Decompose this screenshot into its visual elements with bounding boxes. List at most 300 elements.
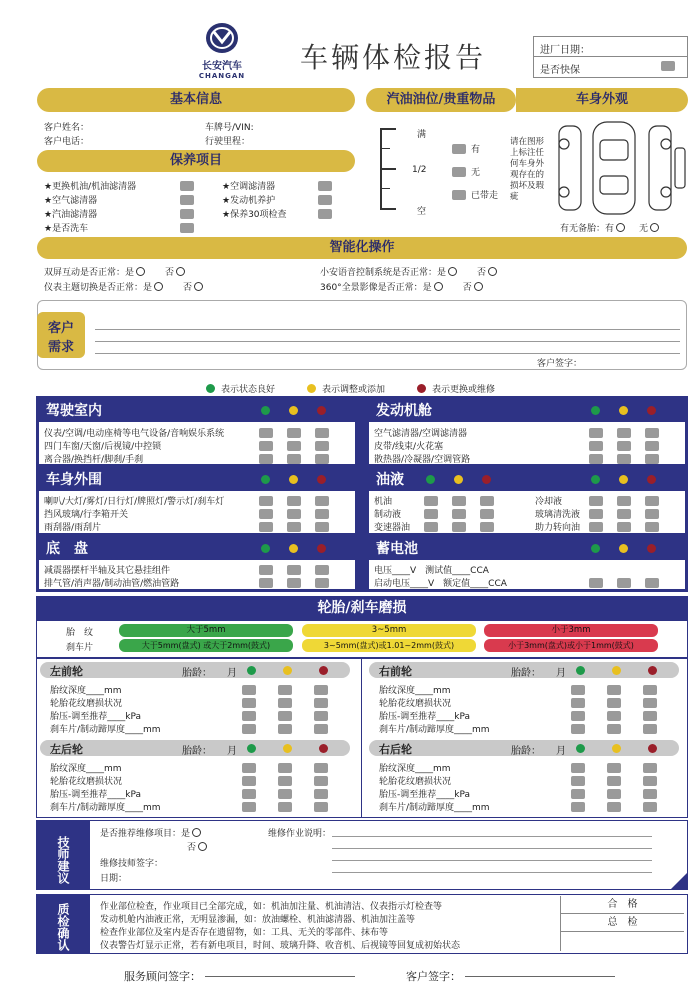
green-dot-icon xyxy=(261,475,270,484)
good-box[interactable] xyxy=(259,509,273,519)
label: 胎纹深度____mm xyxy=(379,764,451,774)
oil-left-3 xyxy=(374,520,494,533)
customer-sign[interactable]: 客户签字： xyxy=(537,359,583,369)
brake-green: 大于5mm(盘式) 或大于2mm(鼓式) xyxy=(119,639,293,652)
wheel-name: 左前轮 xyxy=(50,665,83,678)
smart-row-2 xyxy=(44,280,203,293)
legend-adjust: 表示调整或添加 xyxy=(322,385,386,395)
replace-box[interactable] xyxy=(314,763,328,773)
label: 仪表主题切换是否正常：是 xyxy=(44,283,153,293)
yellow-dot-icon xyxy=(619,475,628,484)
label: 客户签字： xyxy=(406,970,461,983)
replace-box[interactable] xyxy=(314,724,328,734)
good-box[interactable] xyxy=(424,509,438,519)
yes-radio[interactable] xyxy=(136,267,145,276)
good-box[interactable] xyxy=(259,441,273,451)
tech-date[interactable]: 日期： xyxy=(100,874,128,884)
yellow-dot-icon xyxy=(612,744,621,753)
maint-air xyxy=(44,193,194,206)
replace-box[interactable] xyxy=(643,776,657,786)
red-dot-icon xyxy=(482,475,491,484)
oil-right-1 xyxy=(535,494,659,507)
replace-box[interactable] xyxy=(315,441,329,451)
adjust-box[interactable] xyxy=(278,685,292,695)
replace-box[interactable] xyxy=(645,454,659,464)
valuables-no-box[interactable] xyxy=(452,167,466,177)
green-dot-icon xyxy=(591,475,600,484)
replace-box[interactable] xyxy=(645,509,659,519)
brake-red: 小于3mm(盘式)或小于1mm(鼓式) xyxy=(484,639,658,652)
title: 底 盘 xyxy=(46,541,88,557)
good-box[interactable] xyxy=(424,496,438,506)
adjust-box[interactable] xyxy=(607,763,621,773)
tread-green: 大于5mm xyxy=(119,624,293,637)
wheel-left-front xyxy=(40,662,356,736)
title: 车身外围 xyxy=(46,472,102,488)
valuables-yes-box[interactable] xyxy=(452,144,466,154)
good-box[interactable] xyxy=(571,698,585,708)
adjust-box[interactable] xyxy=(287,522,301,532)
yellow-dot-icon xyxy=(289,475,298,484)
maint-header: 保养项目 xyxy=(37,150,355,172)
adjust-box[interactable] xyxy=(607,789,621,799)
label: 轮胎花纹磨损状况 xyxy=(379,777,452,787)
tread-yellow: 3~5mm xyxy=(302,624,476,637)
adjust-box[interactable] xyxy=(287,496,301,506)
label: 变速器油 xyxy=(374,523,411,533)
quick-service-field xyxy=(534,57,687,77)
good-box[interactable] xyxy=(571,776,585,786)
entry-date-field[interactable]: 进厂日期： xyxy=(534,37,687,57)
title: 蓄电池 xyxy=(376,541,418,557)
good-box[interactable] xyxy=(571,763,585,773)
fuel-half: 1/2 xyxy=(412,165,427,175)
label: 胎压-调至推荐____kPa xyxy=(50,712,141,722)
legend xyxy=(206,382,495,395)
yellow-dot-icon xyxy=(619,406,628,415)
red-dot-icon xyxy=(319,666,328,675)
adjust-box[interactable] xyxy=(607,698,621,708)
replace-box[interactable] xyxy=(315,522,329,532)
qc-pass[interactable]: 合 格 xyxy=(561,896,684,914)
good-box[interactable] xyxy=(242,698,256,708)
green-dot-icon xyxy=(261,406,270,415)
red-dot-icon xyxy=(647,475,656,484)
label-1: 客户 xyxy=(47,321,74,336)
quick-service-checkbox[interactable] xyxy=(661,61,675,71)
good-box[interactable] xyxy=(571,802,585,812)
label: 雨刮器/雨刮片 xyxy=(44,523,102,533)
label: ★空调滤清器 xyxy=(222,182,276,192)
customer-phone-field[interactable]: 客户电话： xyxy=(44,137,90,147)
label: ★更换机油/机油滤清器 xyxy=(44,182,137,192)
replace-box[interactable] xyxy=(315,428,329,438)
label: 胎压-调至推荐____kPa xyxy=(379,712,470,722)
adjust-box[interactable] xyxy=(278,763,292,773)
red-dot-icon xyxy=(648,666,657,675)
title: 油液 xyxy=(376,472,404,488)
good-box[interactable] xyxy=(571,789,585,799)
spare-no-radio[interactable] xyxy=(650,223,659,232)
label: 减震器摆杆半轴及其它悬挂组件 xyxy=(44,566,171,576)
label: 是否推荐维修项目：是 xyxy=(100,829,191,839)
replace-box[interactable] xyxy=(643,685,657,695)
label: 胎压-调至推荐____kPa xyxy=(379,790,470,800)
good-box[interactable] xyxy=(589,522,603,532)
good-box[interactable] xyxy=(424,522,438,532)
label: ★是否洗车 xyxy=(44,224,89,234)
tire-age: 胎龄： 月 xyxy=(182,746,237,757)
no-radio[interactable] xyxy=(176,267,185,276)
replace-box[interactable] xyxy=(314,685,328,695)
smart-row-1 xyxy=(44,265,185,278)
label: 胎纹深度____mm xyxy=(50,764,122,774)
label: 刹车片/制动蹄厚度____mm xyxy=(50,803,161,813)
red-dot-icon xyxy=(317,544,326,553)
replace-box[interactable] xyxy=(643,724,657,734)
tech-desc-lines[interactable] xyxy=(332,827,652,873)
oil-right-2 xyxy=(535,507,659,520)
exterior-row-1 xyxy=(44,494,329,507)
adjust-box[interactable] xyxy=(287,578,301,588)
label: 胎纹深度____mm xyxy=(379,686,451,696)
oil-right-3 xyxy=(535,520,659,533)
adjust-box[interactable] xyxy=(452,509,466,519)
tire-age: 胎龄： 月 xyxy=(182,668,237,679)
checkbox[interactable] xyxy=(318,195,332,205)
no-radio[interactable] xyxy=(488,267,497,276)
maint-wash xyxy=(44,221,194,234)
replace-box[interactable] xyxy=(645,496,659,506)
label: 离合器/换挡杆/脚刹/手刹 xyxy=(44,455,144,465)
adjust-box[interactable] xyxy=(278,724,292,734)
adjust-box[interactable] xyxy=(278,776,292,786)
label: 喇叭/大灯/雾灯/日行灯/牌照灯/警示灯/刹车灯 xyxy=(44,497,225,507)
adjust-box[interactable] xyxy=(607,724,621,734)
checkbox[interactable] xyxy=(180,195,194,205)
no-label: 否 xyxy=(165,268,175,278)
exterior-header xyxy=(38,468,356,490)
adjust-box[interactable] xyxy=(607,711,621,721)
checkbox[interactable] xyxy=(180,209,194,219)
engine-header xyxy=(368,399,686,421)
yellow-dot-icon xyxy=(619,544,628,553)
wheel-right-rear xyxy=(369,740,685,814)
adjust-box[interactable] xyxy=(278,802,292,812)
label-2: 需求 xyxy=(47,340,74,355)
adjust-box[interactable] xyxy=(617,522,631,532)
body-note: 请在图形上标注任何车身外观存在的损坏及瑕疵 xyxy=(510,137,545,202)
adjust-box[interactable] xyxy=(607,802,621,812)
good-box[interactable] xyxy=(242,763,256,773)
chassis-header xyxy=(38,537,356,559)
cabin-row-3 xyxy=(44,452,329,465)
good-box[interactable] xyxy=(242,776,256,786)
green-dot-icon xyxy=(576,666,585,675)
oil-left-2 xyxy=(374,507,494,520)
red-dot-icon xyxy=(319,744,328,753)
yes-radio[interactable] xyxy=(448,267,457,276)
replace-box[interactable] xyxy=(480,509,494,519)
tech-sign[interactable]: 维修技师签字： xyxy=(100,859,164,869)
yellow-dot-icon xyxy=(307,384,316,393)
smart-row-4 xyxy=(320,280,483,293)
qc-result-box xyxy=(560,896,684,951)
label: 刹车片/制动蹄厚度____mm xyxy=(50,725,161,735)
label: ★汽油滤清器 xyxy=(44,210,98,220)
good-box[interactable] xyxy=(242,685,256,695)
exterior-row-3 xyxy=(44,520,329,533)
header-fields xyxy=(533,36,688,78)
green-dot-icon xyxy=(206,384,215,393)
adjust-box[interactable] xyxy=(617,454,631,464)
adjust-box[interactable] xyxy=(617,578,631,588)
sign-line[interactable] xyxy=(205,976,355,977)
adjust-box[interactable] xyxy=(452,496,466,506)
good-box[interactable] xyxy=(242,802,256,812)
replace-box[interactable] xyxy=(314,711,328,721)
no-radio[interactable] xyxy=(194,282,203,291)
spare-yes-radio[interactable] xyxy=(616,223,625,232)
brake-label: 刹车片 xyxy=(66,643,94,653)
label: 排气管/消声器/制动油管/燃油管路 xyxy=(44,579,180,589)
adjust-box[interactable] xyxy=(452,522,466,532)
plate-vin-field[interactable]: 车牌号/VIN: xyxy=(205,123,254,133)
legend-good: 表示状态良好 xyxy=(221,385,276,395)
wheels-divider xyxy=(361,658,362,818)
tech-label: 技师建议 xyxy=(36,820,90,890)
customer-name-field[interactable]: 客户姓名： xyxy=(44,123,90,133)
no-radio[interactable] xyxy=(198,842,207,851)
label: ★保养30项检查 xyxy=(222,210,287,220)
quick-service-label: 是否快保 xyxy=(540,65,580,76)
label: 散热器/冷凝器/空调管路 xyxy=(374,455,471,465)
green-dot-icon xyxy=(591,544,600,553)
advisor-sign[interactable] xyxy=(124,968,355,984)
qc-line-1: 作业部位检查，作业项目已全部完成，如：机油加注量、机油清洁、仪表指示灯检查等 xyxy=(100,902,443,912)
good-box[interactable] xyxy=(589,428,603,438)
red-dot-icon xyxy=(417,384,426,393)
qc-label: 质检确认 xyxy=(36,894,90,954)
logo-en: CHANGAN xyxy=(198,72,246,80)
legend-replace: 表示更换或维修 xyxy=(432,385,496,395)
tech-recommend xyxy=(100,826,201,839)
replace-box[interactable] xyxy=(315,454,329,464)
yes-radio[interactable] xyxy=(192,828,201,837)
green-dot-icon xyxy=(261,544,270,553)
green-dot-icon xyxy=(247,744,256,753)
yes-radio[interactable] xyxy=(434,282,443,291)
red-dot-icon xyxy=(647,406,656,415)
spare-label: 有无备胎：有 xyxy=(560,224,615,234)
sign-line[interactable] xyxy=(465,976,615,977)
maint-oil xyxy=(44,179,194,192)
good-box[interactable] xyxy=(259,522,273,532)
oil-left-1 xyxy=(374,494,494,507)
label: ★空气滤清器 xyxy=(44,196,98,206)
cabin-row-1 xyxy=(44,426,329,439)
yes-radio[interactable] xyxy=(154,282,163,291)
checkbox[interactable] xyxy=(180,181,194,191)
replace-box[interactable] xyxy=(314,802,328,812)
adjust-box[interactable] xyxy=(617,441,631,451)
maint-ac xyxy=(222,179,332,192)
no-radio[interactable] xyxy=(474,282,483,291)
label: 电压____V 测试值____CCA xyxy=(374,566,489,576)
good-box[interactable] xyxy=(589,509,603,519)
label: 胎纹深度____mm xyxy=(50,686,122,696)
changan-logo-icon xyxy=(205,22,239,54)
replace-box[interactable] xyxy=(315,509,329,519)
yellow-dot-icon xyxy=(283,744,292,753)
tire-age: 胎龄： 月 xyxy=(511,668,566,679)
good-box[interactable] xyxy=(589,454,603,464)
adjust-box[interactable] xyxy=(617,496,631,506)
replace-box[interactable] xyxy=(315,578,329,588)
green-dot-icon xyxy=(591,406,600,415)
qc-line-4: 仪表警告灯显示正常，若有新电项目，时间、玻璃升降、收音机、后视镜等回复成初始状态 xyxy=(100,941,461,951)
adjust-box[interactable] xyxy=(278,789,292,799)
engine-row-1 xyxy=(374,426,659,439)
adjust-box[interactable] xyxy=(287,441,301,451)
label: 制动液 xyxy=(374,510,402,520)
adjust-box[interactable] xyxy=(287,428,301,438)
label: 启动电压____V 额定值____CCA xyxy=(374,579,507,589)
label: 刹车片/制动蹄厚度____mm xyxy=(379,803,490,813)
qc-line-2: 发动机舱内油液正常，无明显渗漏，如：放油螺栓、机油滤清器、机油加注盖等 xyxy=(100,915,416,925)
replace-box[interactable] xyxy=(645,441,659,451)
wheel-name: 左后轮 xyxy=(50,743,83,756)
red-dot-icon xyxy=(647,544,656,553)
tech-desc[interactable]: 维修作业说明： xyxy=(268,829,332,839)
replace-box[interactable] xyxy=(645,578,659,588)
adjust-box[interactable] xyxy=(287,565,301,575)
tread-label: 胎 纹 xyxy=(66,628,94,638)
mileage-field[interactable]: 行驶里程： xyxy=(205,137,251,147)
good-box[interactable] xyxy=(242,789,256,799)
good-box[interactable] xyxy=(589,496,603,506)
red-dot-icon xyxy=(648,744,657,753)
replace-box[interactable] xyxy=(645,428,659,438)
label: ★发动机养护 xyxy=(222,196,276,206)
cabin-row-2 xyxy=(44,439,329,452)
replace-box[interactable] xyxy=(643,802,657,812)
adjust-box[interactable] xyxy=(617,428,631,438)
tire-age: 胎龄： 月 xyxy=(511,746,566,757)
replace-box[interactable] xyxy=(314,789,328,799)
label: 玻璃清洗液 xyxy=(535,510,581,520)
valuables-taken-box[interactable] xyxy=(452,190,466,200)
green-dot-icon xyxy=(247,666,256,675)
label: 双屏互动是否正常：是 xyxy=(44,268,135,278)
checkbox[interactable] xyxy=(318,181,332,191)
fuel-header: 汽油油位/贵重物品 xyxy=(366,88,516,112)
label: 胎压-调至推荐____kPa xyxy=(50,790,141,800)
oil-header xyxy=(368,468,686,490)
checkbox[interactable] xyxy=(180,223,194,233)
good-box[interactable] xyxy=(259,454,273,464)
spare-no-label: 无 xyxy=(639,224,649,234)
adjust-box[interactable] xyxy=(607,685,621,695)
good-box[interactable] xyxy=(259,578,273,588)
adjust-box[interactable] xyxy=(617,509,631,519)
valuables-yes xyxy=(452,142,480,155)
adjust-box[interactable] xyxy=(607,776,621,786)
customer-needs-lines[interactable] xyxy=(95,318,680,354)
replace-box[interactable] xyxy=(643,698,657,708)
replace-box[interactable] xyxy=(480,496,494,506)
good-box[interactable] xyxy=(242,724,256,734)
replace-box[interactable] xyxy=(645,522,659,532)
no-label: 否 xyxy=(477,268,487,278)
smart-header: 智能化操作 xyxy=(37,237,687,259)
chassis-row-2 xyxy=(44,576,329,589)
good-box[interactable] xyxy=(571,724,585,734)
good-box[interactable] xyxy=(571,711,585,721)
replace-box[interactable] xyxy=(314,776,328,786)
good-box[interactable] xyxy=(242,711,256,721)
wheel-name: 右后轮 xyxy=(379,743,412,756)
yellow-dot-icon xyxy=(283,666,292,675)
replace-box[interactable] xyxy=(480,522,494,532)
label: 轮胎花纹磨损状况 xyxy=(50,699,123,709)
maint-30 xyxy=(222,207,332,220)
fuel-full: 满 xyxy=(417,130,427,140)
adjust-box[interactable] xyxy=(287,454,301,464)
yellow-dot-icon xyxy=(454,475,463,484)
tech-corner xyxy=(670,872,688,890)
label: 无 xyxy=(471,168,481,178)
qc-chief[interactable]: 总 检 xyxy=(561,914,684,932)
page-title: 车辆体检报告 xyxy=(300,41,487,74)
replace-box[interactable] xyxy=(315,565,329,575)
customer-final-sign[interactable] xyxy=(406,968,615,984)
good-box[interactable] xyxy=(571,685,585,695)
qc-line-3: 检查作业部位及室内是否存在遗留物，如：工具、无关的零部件、抹布等 xyxy=(100,928,389,938)
title: 发动机舱 xyxy=(376,403,432,419)
label: 已带走 xyxy=(471,191,499,201)
good-box[interactable] xyxy=(259,496,273,506)
replace-box[interactable] xyxy=(315,496,329,506)
replace-box[interactable] xyxy=(643,789,657,799)
replace-box[interactable] xyxy=(643,763,657,773)
good-box[interactable] xyxy=(259,428,273,438)
basic-info-header: 基本信息 xyxy=(37,88,355,112)
replace-box[interactable] xyxy=(314,698,328,708)
label: 服务顾问签字： xyxy=(124,970,201,983)
good-box[interactable] xyxy=(589,578,603,588)
adjust-box[interactable] xyxy=(278,711,292,721)
checkbox[interactable] xyxy=(318,209,332,219)
green-dot-icon xyxy=(576,744,585,753)
valuables-no xyxy=(452,165,480,178)
label: 四门车窗/天窗/后视镜/中控锁 xyxy=(44,442,162,452)
red-dot-icon xyxy=(317,406,326,415)
maint-fuel xyxy=(44,207,194,220)
wheel-left-rear xyxy=(40,740,356,814)
label: 冷却液 xyxy=(535,497,563,507)
adjust-box[interactable] xyxy=(278,698,292,708)
replace-box[interactable] xyxy=(643,711,657,721)
car-diagram-icon[interactable] xyxy=(553,118,687,218)
good-box[interactable] xyxy=(259,565,273,575)
adjust-box[interactable] xyxy=(287,509,301,519)
yellow-dot-icon xyxy=(612,666,621,675)
wheel-name: 右前轮 xyxy=(379,665,412,678)
no-label: 否 xyxy=(462,283,472,293)
good-box[interactable] xyxy=(589,441,603,451)
battery-row-2 xyxy=(374,576,659,589)
